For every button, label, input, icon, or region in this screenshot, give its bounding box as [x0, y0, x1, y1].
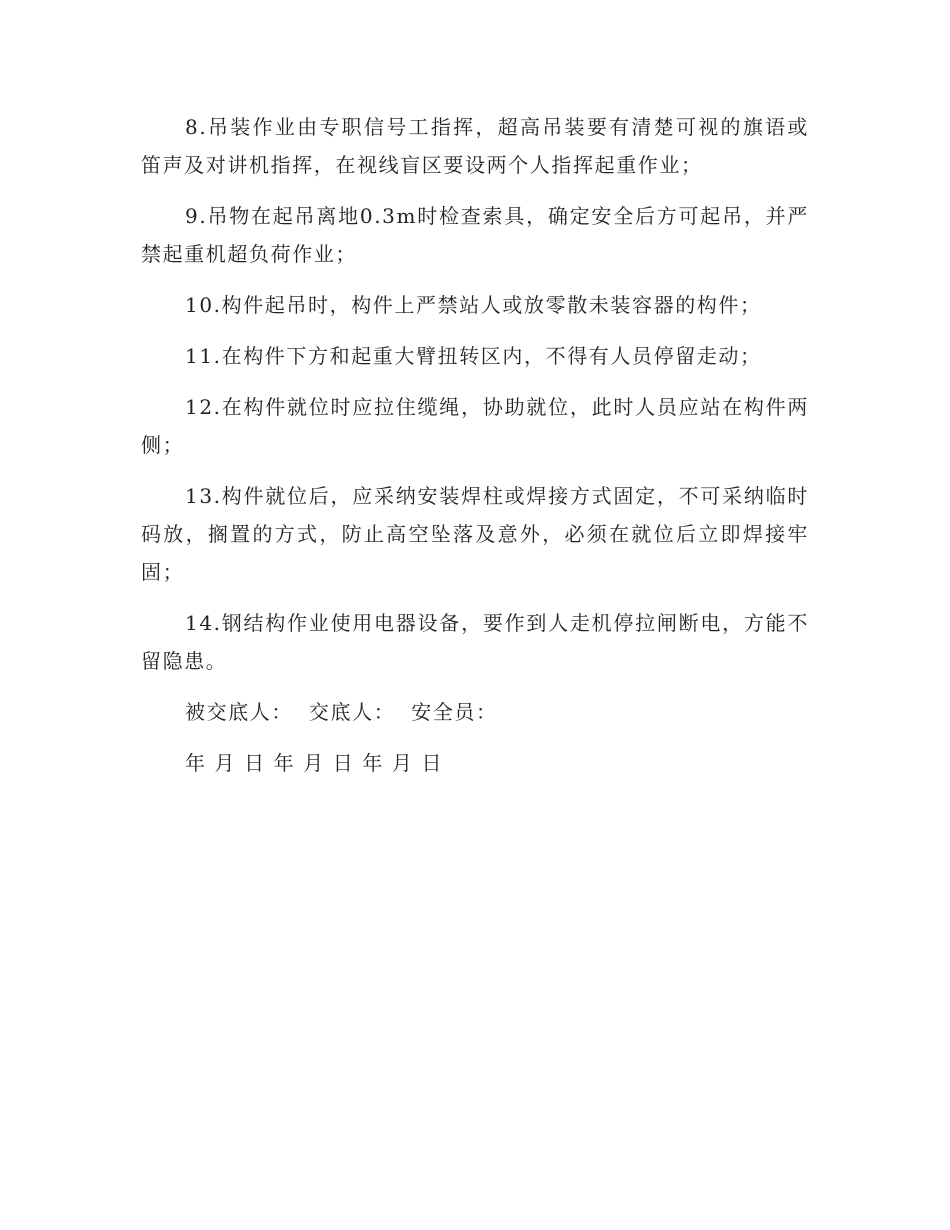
paragraph-item-13: 13.构件就位后，应采纳安装焊柱或焊接方式固定，不可采纳临时码放，搁置的方式，防止高空坠落及意外，必须在就位后立即焊接牢固；: [141, 484, 809, 584]
paragraph-item-9: 9.吊物在起吊离地0.3m时检查索具，确定安全后方可起吊，并严禁起重机超负荷作业；: [141, 204, 809, 266]
document-body: [141, 108, 809, 795]
paragraph-item-14: 14.钢结构作业使用电器设备，要作到人走机停拉闸断电，方能不留隐患。: [141, 611, 809, 673]
paragraph-item-12: 12.在构件就位时应拉住缆绳，协助就位，此时人员应站在构件两侧；: [141, 395, 809, 457]
paragraph-item-8: 8.吊装作业由专职信号工指挥，超高吊装要有清楚可视的旗语或笛声及对讲机指挥，在视线盲区要设两个人指挥起重作业；: [141, 115, 809, 177]
signature-line: 被交底人： 交底人： 安全员：: [185, 700, 498, 724]
paragraph-item-11: 11.在构件下方和起重大臂扭转区内，不得有人员停留走动；: [185, 344, 762, 368]
date-line: 年 月 日 年 月 日 年 月 日: [185, 751, 444, 775]
paragraph-item-10: 10.构件起吊时，构件上严禁站人或放零散未装容器的构件；: [185, 293, 762, 317]
